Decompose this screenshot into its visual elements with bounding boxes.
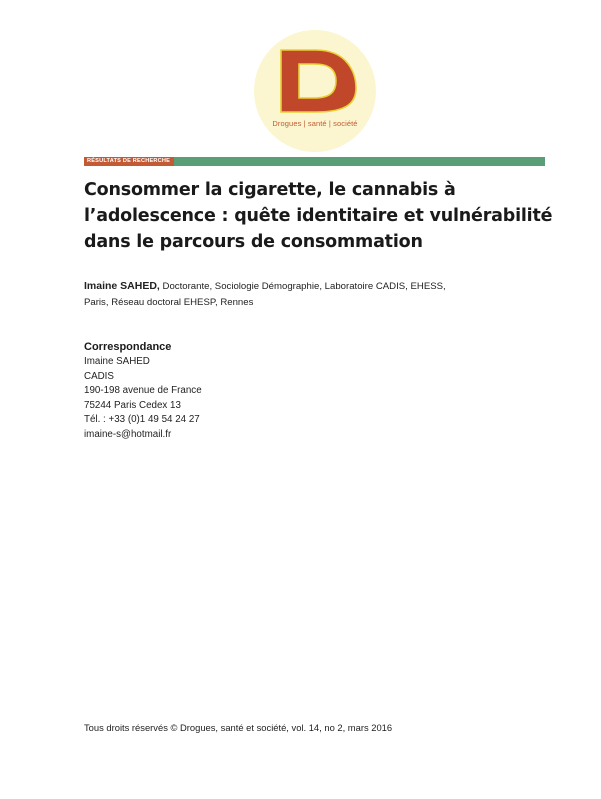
correspondence-name: Imaine SAHED xyxy=(84,356,150,367)
correspondence-heading: Correspondance xyxy=(84,341,172,353)
correspondence-phone: Tél. : +33 (0)1 49 54 24 27 xyxy=(84,414,200,426)
article-title xyxy=(84,177,554,255)
author-name: Imaine SAHED, xyxy=(84,280,160,292)
section-band xyxy=(84,157,545,166)
correspondence-block xyxy=(84,340,384,443)
logo-letter-d-icon xyxy=(254,30,376,152)
correspondence-email[interactable]: imaine-s@hotmail.fr xyxy=(84,428,172,440)
author-affiliation-line-1: Doctorante, Sociologie Démographie, Laboratoire CADIS, EHESS, xyxy=(162,281,446,292)
copyright-footer: Tous droits réservés © Drogues, santé et société, vol. 14, no 2, mars 2016 xyxy=(84,722,393,733)
correspondence-lab: CADIS xyxy=(84,370,114,382)
correspondence-city: 75244 Paris Cedex 13 xyxy=(84,399,181,411)
journal-logo xyxy=(254,30,376,152)
author-affiliation-line-2: Paris, Réseau doctoral EHESP, Rennes xyxy=(84,297,254,308)
title-line-1: Consommer la cigarette, le cannabis à xyxy=(84,180,456,200)
logo-caption: Drogues | santé | société xyxy=(272,119,358,128)
correspondence-street: 190-198 avenue de France xyxy=(84,385,202,397)
section-tag: RÉSULTATS DE RECHERCHE xyxy=(84,157,174,166)
title-line-2: l’adolescence : quête identitaire et vulnérabilité xyxy=(84,206,553,226)
author-block xyxy=(84,278,504,311)
title-line-3: dans le parcours de consommation xyxy=(84,232,423,252)
